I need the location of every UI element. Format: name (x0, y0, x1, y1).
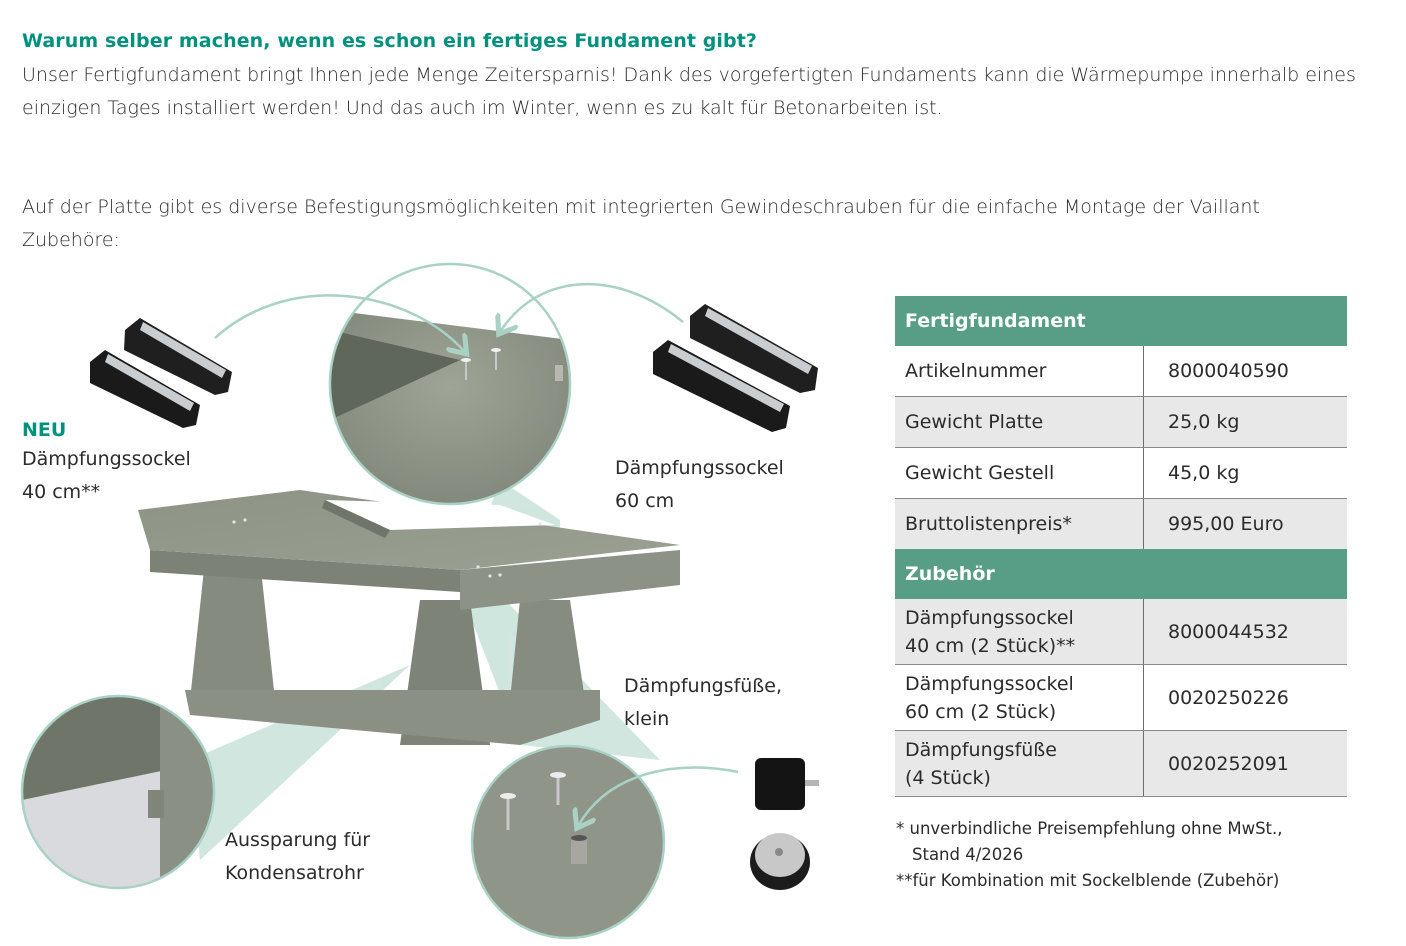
spec-table (895, 296, 1347, 797)
row-label-line1: Dämpfungssockel (905, 606, 1074, 629)
section-title-fertigfundament: Fertigfundament (895, 296, 1347, 346)
sockel60-label-line1: Dämpfungssockel (615, 457, 784, 479)
feet-label-group (624, 670, 782, 736)
row-value: 995,00 Euro (1144, 499, 1348, 550)
row-value: 25,0 kg (1144, 397, 1348, 448)
table-row (895, 346, 1347, 397)
table-section-header (895, 549, 1347, 599)
table-row (895, 731, 1347, 797)
row-label: Gewicht Gestell (895, 448, 1144, 499)
damping-feet-icon (750, 758, 819, 890)
table-row (895, 665, 1347, 731)
sockel40-label-group (22, 419, 191, 509)
row-label: Gewicht Platte (895, 397, 1144, 448)
row-label: Bruttolistenpreis* (895, 499, 1144, 550)
damping-socket-40-icon (90, 318, 232, 428)
new-badge: NEU (22, 419, 67, 441)
footnote-1-line1: * unverbindliche Preisempfehlung ohne MwSt., (896, 819, 1283, 838)
table-row (895, 499, 1347, 550)
sockel40-label-line2: 40 cm** (22, 481, 101, 503)
cutout-label-line2: Kondensatrohr (225, 862, 364, 884)
cutout-label-group (225, 824, 370, 890)
sockel60-label-group (615, 452, 784, 518)
section-heading: Warum selber machen, wenn es schon ein fertiges Fundament gibt? (22, 30, 758, 52)
row-label-line2: 40 cm (2 Stück)** (905, 634, 1076, 657)
row-label (895, 731, 1144, 797)
row-value: 0020252091 (1144, 731, 1348, 797)
section-title-zubehoer: Zubehör (895, 549, 1347, 599)
footnotes (896, 816, 1283, 894)
table-row (895, 599, 1347, 665)
sockel40-label-line1: Dämpfungssockel (22, 448, 191, 470)
row-label-line1: Dämpfungssockel (905, 672, 1074, 695)
feet-label-line1: Dämpfungsfüße, (624, 675, 783, 697)
row-label-line2: 60 cm (2 Stück) (905, 700, 1057, 723)
table-section-header (895, 296, 1347, 346)
row-label (895, 599, 1144, 665)
foundation-frame-icon (138, 490, 680, 745)
mounting-paragraph: Auf der Platte gibt es diverse Befestigungsmöglichkeiten mit integrierten Gewindeschrauben für die einfache Montage der Vaillant Zubehöre: (22, 196, 1260, 251)
damping-socket-60-icon (653, 304, 818, 432)
cutout-label-line1: Aussparung für (225, 829, 371, 851)
row-label-line2: (4 Stück) (905, 766, 991, 789)
row-label: Artikelnummer (895, 346, 1144, 397)
sockel60-label-line2: 60 cm (615, 490, 675, 512)
row-label (895, 665, 1144, 731)
footnote-1-line2: Stand 4/2026 (912, 845, 1024, 864)
table-row (895, 448, 1347, 499)
row-value: 0020250226 (1144, 665, 1348, 731)
intro-paragraph: Unser Fertigfundament bringt Ihnen jede Menge Zeitersparnis! Dank des vorgefertigten Fundaments kann die Wärmepumpe innerhalb eines einzigen Tages installiert werden! Und das auch im Winter, wenn es zu kalt für Betonarbeiten ist. (22, 64, 1356, 119)
feet-label-line2: klein (624, 708, 670, 730)
row-value: 8000044532 (1144, 599, 1348, 665)
footnote-2: **für Kombination mit Sockelblende (Zubehör) (896, 871, 1280, 890)
row-label-line1: Dämpfungsfüße (905, 738, 1057, 761)
row-value: 8000040590 (1144, 346, 1348, 397)
row-value: 45,0 kg (1144, 448, 1348, 499)
table-row (895, 397, 1347, 448)
